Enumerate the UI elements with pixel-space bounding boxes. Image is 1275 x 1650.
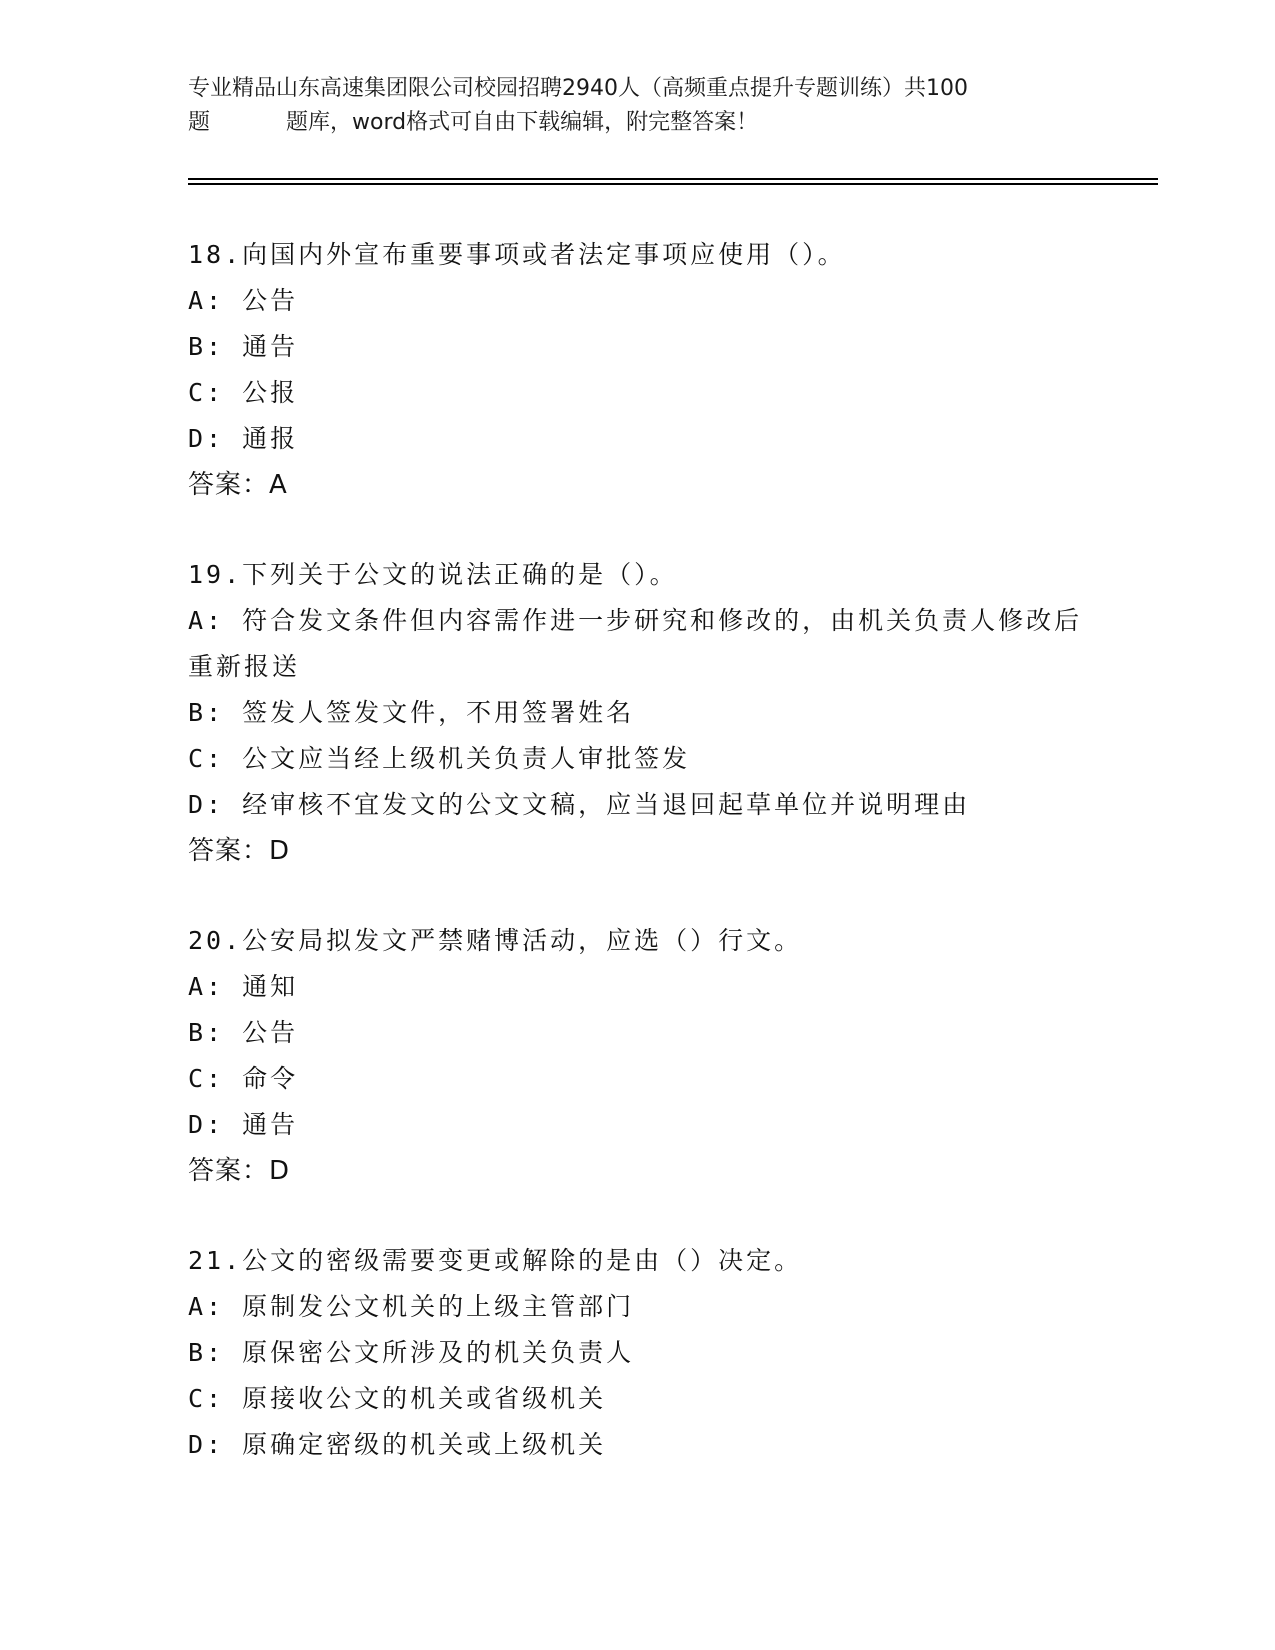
option-b: B: 通告 — [188, 332, 299, 361]
option-c: C: 命令 — [188, 1064, 299, 1093]
option-a: A: 符合发文条件但内容需作进一步研究和修改的，由机关负责人修改后重新报送 — [188, 606, 1083, 681]
option-a: A: 原制发公文机关的上级主管部门 — [188, 1292, 635, 1321]
option-d: D: 通报 — [188, 424, 299, 453]
question-21 — [188, 1238, 1088, 1468]
header-line-2-left: 题 — [188, 110, 211, 135]
option-b: B: 原保密公文所涉及的机关负责人 — [188, 1338, 635, 1367]
option-d: D: 原确定密级的机关或上级机关 — [188, 1430, 607, 1459]
option-a: A: 公告 — [188, 286, 299, 315]
option-b: B: 公告 — [188, 1018, 299, 1047]
question-stem: 18.向国内外宣布重要事项或者法定事项应使用（）。 — [188, 240, 846, 269]
header-line-1: 专业精品山东高速集团限公司校园招聘2940人（高频重点提升专题训练）共100 — [188, 76, 968, 101]
header-line-2-right: 题库，word格式可自由下载编辑，附完整答案！ — [286, 110, 759, 135]
question-18 — [188, 232, 1088, 508]
answer-label: 答案：D — [188, 1156, 291, 1186]
question-stem: 19.下列关于公文的说法正确的是（）。 — [188, 560, 678, 589]
answer-label: 答案：A — [188, 470, 288, 500]
option-d: D: 通告 — [188, 1110, 299, 1139]
option-a: A: 通知 — [188, 972, 299, 1001]
option-c: C: 原接收公文的机关或省级机关 — [188, 1384, 607, 1413]
option-c: C: 公报 — [188, 378, 299, 407]
header-divider-top — [188, 178, 1158, 180]
document-header — [188, 72, 1088, 140]
option-d: D: 经审核不宜发文的公文文稿，应当退回起草单位并说明理由 — [188, 790, 971, 819]
question-stem: 20.公安局拟发文严禁赌博活动，应选（）行文。 — [188, 926, 803, 955]
header-line-2 — [188, 106, 1088, 140]
option-c: C: 公文应当经上级机关负责人审批签发 — [188, 744, 691, 773]
answer-label: 答案：D — [188, 836, 291, 866]
question-stem: 21.公文的密级需要变更或解除的是由（）决定。 — [188, 1246, 803, 1275]
header-divider-bottom — [188, 183, 1158, 185]
question-20 — [188, 918, 1088, 1194]
question-list — [188, 232, 1088, 1512]
option-b: B: 签发人签发文件，不用签署姓名 — [188, 698, 635, 727]
question-19 — [188, 552, 1088, 874]
